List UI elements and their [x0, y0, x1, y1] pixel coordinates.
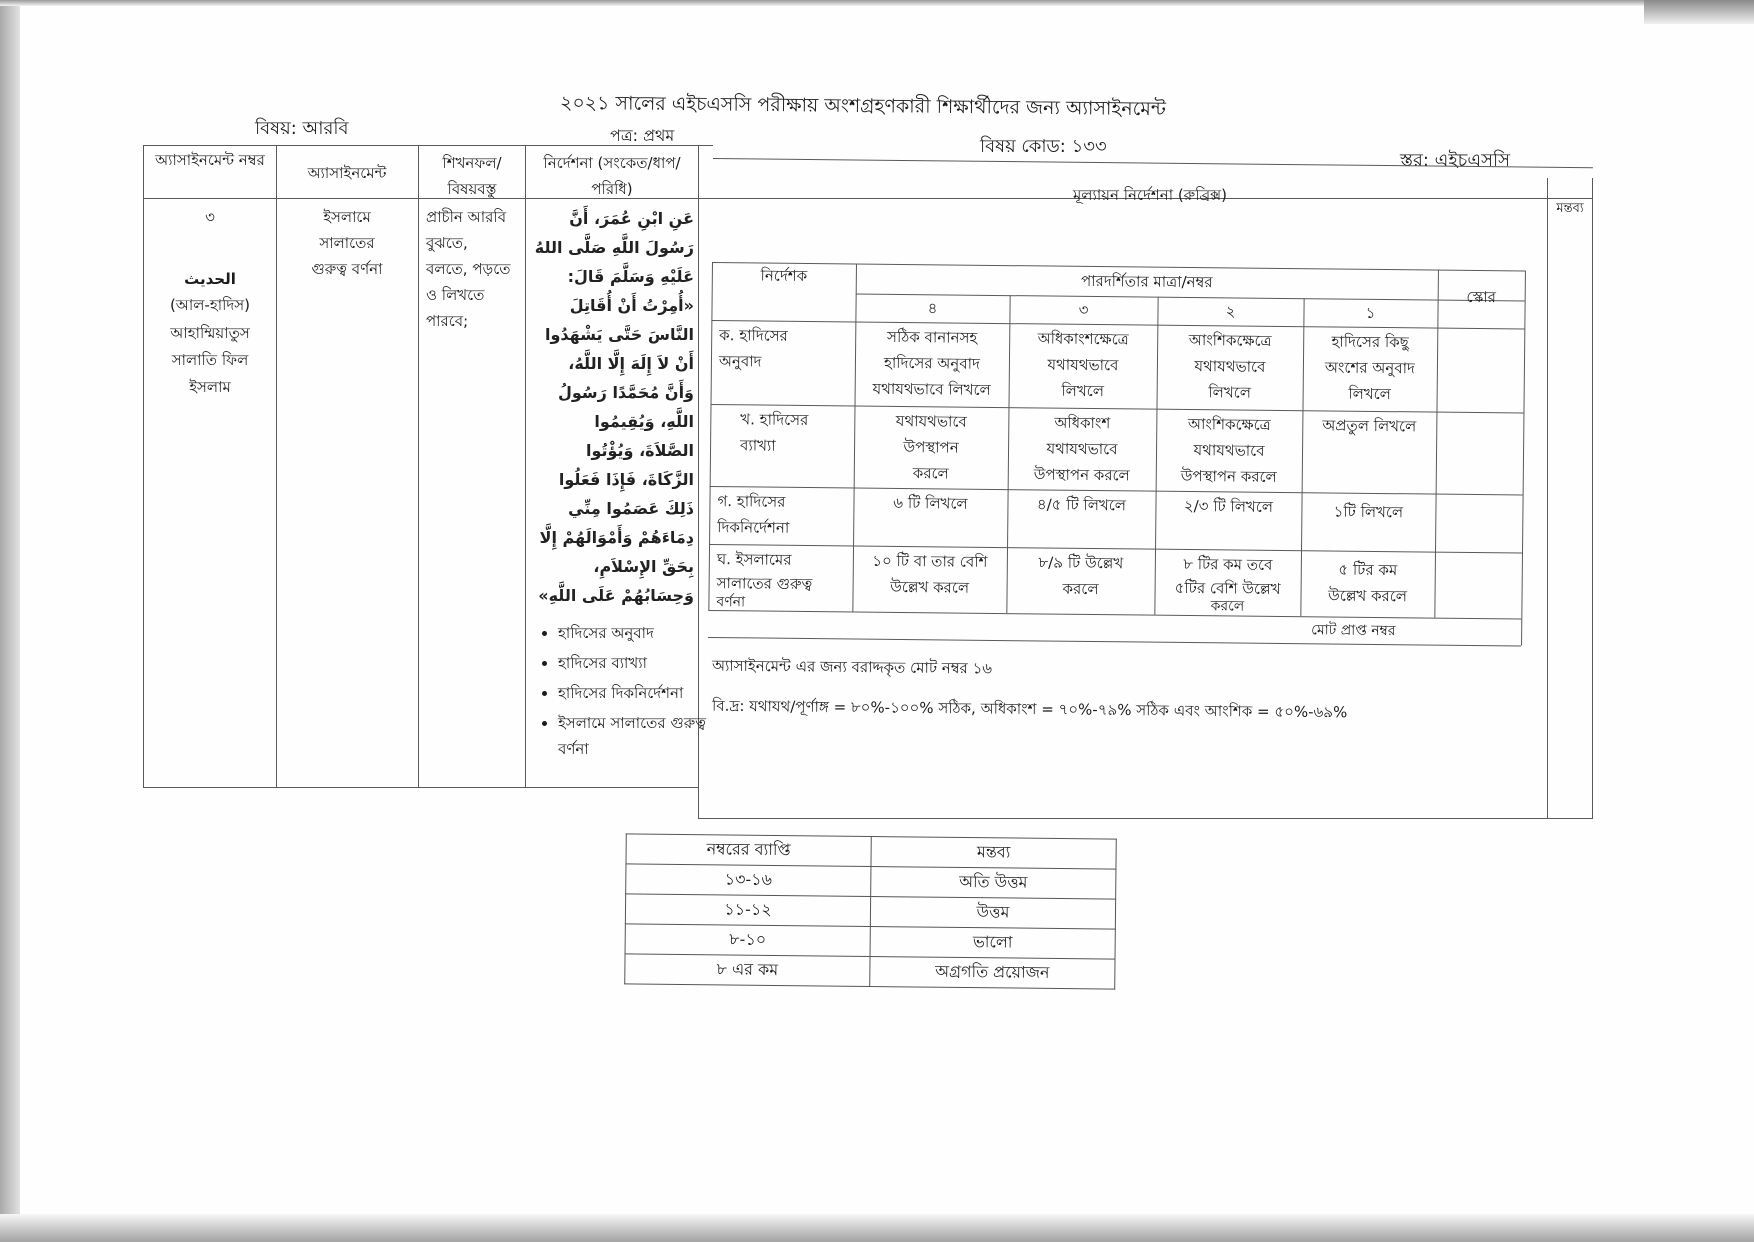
rubric-cell-line: হাদিসের অনুবাদ: [883, 353, 980, 373]
subject-code-label: বিষয় কোড: ১৩৩: [980, 136, 1107, 157]
col-header-learning-outcome: শিখনফল/ বিষয়বস্তু: [442, 154, 502, 198]
score-range-header: নম্বরের ব্যাপ্তি: [626, 834, 871, 867]
level-label: স্তর: এইচএসসি: [1400, 150, 1511, 171]
rubric-cell-line: ১০ টি বা তার বেশি: [872, 551, 988, 571]
outcome-line: বলতে, পড়তে: [426, 260, 511, 278]
topic-line: ইসলাম: [189, 378, 231, 396]
rubric-cell-line: করলে: [912, 464, 949, 483]
col-header-rubric: মূল্যায়ন নির্দেশনা (রুব্রিক্স): [1072, 186, 1228, 204]
hadith-line: الصَّلاَةَ، وَيُؤْتُوا: [585, 441, 694, 460]
rubric-cell-line: অংশের অনুবাদ: [1324, 358, 1415, 378]
level-3: ৩: [1078, 300, 1089, 319]
rubric-cell-line: আংশিকক্ষেত্রে: [1187, 414, 1271, 434]
grid-line: [143, 145, 713, 146]
rubric-cell-line: উপস্থাপন করলে: [1180, 466, 1277, 486]
remark-cell: অগ্রগতি প্রয়োজন: [870, 956, 1115, 989]
hadith-line: أَنْ لاَ إِلَهَ إِلَّا اللَّهُ،: [568, 354, 694, 373]
rubric-cell-line: অপ্রতুল লিখলে: [1322, 416, 1417, 436]
hadith-line: دِمَاءَهُمْ وَأَمْوَالَهُمْ إِلَّا: [539, 528, 694, 547]
col-header-remarks: মন্তব্য: [1556, 201, 1584, 216]
grid-line: [1592, 178, 1593, 818]
subject-label: বিষয়: আরবি: [255, 118, 349, 139]
scan-edge-left: [0, 0, 20, 1242]
rubric-cell-line: যথাযথভাবে: [895, 411, 967, 431]
rubric-cell-line: ৫টির বেশি উল্লেখ: [1174, 578, 1281, 598]
level-2: ২: [1225, 302, 1236, 321]
outcome-line: ও লিখতে: [426, 286, 485, 304]
indicator-line: ক. হাদিসের: [719, 326, 788, 345]
rubric-cell-line: ৮ টির কম তবে: [1183, 554, 1273, 574]
col-header-assignment: অ্যাসাইনমেন্ট: [307, 164, 387, 182]
hadith-line: «أُمِرْتُ أَنْ أُقَاتِلَ: [569, 296, 694, 315]
score-header: স্কোর: [1466, 287, 1497, 307]
level-1: ১: [1365, 303, 1376, 322]
rubric-cell-line: লিখলে: [1061, 381, 1105, 401]
level-header: পারদর্শিতার মাত্রা/নম্বর: [1080, 271, 1213, 292]
rubric-cell-line: উপস্থাপন: [903, 438, 959, 457]
grid-line: [1521, 271, 1526, 646]
score-range-cell: ১১-১২: [625, 894, 870, 927]
rubric-cell-line: অধিকাংশক্ষেত্রে: [1037, 329, 1129, 349]
outcome-line: প্রাচীন আরবি: [426, 208, 507, 226]
indicator-line: গ. হাদিসের: [717, 492, 786, 511]
rubric-cell-line: যথাযথভাবে: [1047, 355, 1119, 375]
col-header-assignment-no: অ্যাসাইনমেন্ট নম্বর: [155, 151, 265, 169]
hadith-line: رَسُولَ اللَّهِ صَلَّى اللهُ: [534, 238, 694, 257]
topic-arabic: الحديث: [184, 270, 236, 288]
assignment-line: ইসলামে: [323, 208, 371, 226]
rubric-cell-line: ৬ টি লিখলে: [893, 493, 968, 513]
total-score-label: মোট প্রাপ্ত নম্বর: [1311, 622, 1396, 640]
scan-edge-top-right: [1644, 0, 1754, 24]
allotted-marks-note: অ্যাসাইনমেন্ট এর জন্য বরাদ্দকৃত মোট নম্বর ১৬: [711, 656, 993, 678]
grid-line: [708, 610, 1521, 620]
rubric-cell-line: যথাযথভাবে: [1193, 441, 1265, 460]
remark-cell: উত্তম: [870, 897, 1115, 930]
rubric-cell-line: হাদিসের কিছু: [1331, 332, 1409, 352]
rubric-cell-line: অধিকাংশ: [1054, 413, 1111, 433]
rubric-cell-line: উপস্থাপন করলে: [1033, 465, 1130, 485]
rubric-cell-line: ২/৩ টি লিখলে: [1183, 496, 1274, 516]
rubric-cell-line: লিখলে: [1348, 384, 1392, 404]
nb-note: বি.দ্র: যথাযথ/পূর্ণাঙ্গ = ৮০%-১০০% সঠিক, অধিকাংশ = ৭০%-৭৯% সঠিক এবং আংশিক = ৫০%-৬৯%: [711, 696, 1348, 722]
grid-line: [698, 818, 1593, 819]
remark-cell: অতি উত্তম: [871, 867, 1116, 900]
hadith-line: النَّاسَ حَتَّى يَشْهَدُوا: [544, 325, 694, 344]
remark-cell: ভালো: [870, 926, 1115, 959]
rubric-cell-line: ৫ টির কম: [1338, 560, 1398, 580]
indicator-header: নির্দেশক: [760, 266, 808, 285]
grid-line: [418, 145, 419, 787]
rubric-cell-line: উল্লেখ করলে: [1327, 586, 1408, 606]
hadith-line: عَنِ ابْنِ عُمَرَ، أَنَّ: [569, 209, 694, 228]
indicator-line: খ. হাদিসের: [740, 410, 809, 430]
scan-edge-bottom: [0, 1214, 1754, 1242]
score-range-cell: ৮ এর কম: [625, 954, 870, 987]
rubric-cell-line: করলে: [1210, 598, 1245, 615]
outcome-line: পারবে;: [426, 312, 469, 330]
grid-line: [276, 145, 277, 787]
indicator-line: ব্যাখ্যা: [739, 436, 776, 455]
instruction-bullets: [540, 620, 708, 766]
paper-label: পত্র: প্রথম: [610, 126, 675, 145]
hadith-line: ذَلِكَ عَصَمُوا مِنِّي: [568, 499, 694, 518]
indicator-line: সালাতের গুরুত্ব: [716, 574, 813, 594]
rubric-grid: [708, 262, 1525, 645]
assignment-number: ৩: [205, 208, 215, 226]
indicator-line: দিকনির্দেশনা: [717, 518, 790, 537]
rubric-cell-line: যথাযথভাবে লিখলে: [872, 379, 991, 399]
rubric-cell-line: লিখলে: [1208, 383, 1252, 402]
document-title: ২০২১ সালের এইচএসসি পরীক্ষায় অংশগ্রহণকারী শিক্ষার্থীদের জন্য অ্যাসাইনমেন্ট: [559, 91, 1166, 121]
score-range-cell: ৮-১০: [625, 924, 870, 957]
rubric-cell-line: ৪/৫ টি লিখলে: [1036, 495, 1127, 515]
remark-header: মন্তব্য: [871, 837, 1116, 870]
rubric-cell-line: করলে: [1062, 579, 1099, 599]
topic-line: আহাম্মিয়াতুস: [170, 324, 250, 342]
outcome-line: বুঝতে,: [426, 234, 468, 252]
topic-line: (আল-হাদিস): [169, 296, 251, 314]
scan-edge-top: [0, 0, 1754, 6]
assignment-line: সালাতের: [319, 234, 375, 252]
level-4: ৪: [927, 299, 938, 318]
hadith-line: بِحَقِّ الإِسْلاَمِ،: [593, 557, 694, 576]
topic-line: সালাতি ফিল: [171, 351, 249, 369]
grid-line: [525, 145, 526, 787]
grid-line: [143, 198, 1593, 199]
indicator-line: বর্ণনা: [716, 594, 746, 611]
hadith-line: الزَّكَاةَ، فَإِذَا فَعَلُوا: [558, 470, 694, 489]
rubric-cell-line: উল্লেখ করলে: [890, 577, 970, 597]
indicator-line: ঘ. ইসলামের: [716, 550, 792, 569]
score-range-cell: ১৩-১৬: [626, 864, 871, 897]
assignment-line: গুরুত্ব বর্ণনা: [311, 260, 383, 278]
hadith-line: وَحِسَابُهُمْ عَلَى اللَّهِ»: [538, 586, 694, 605]
indicator-line: অনুবাদ: [718, 352, 762, 371]
table-row: [625, 954, 1115, 989]
bullet-item: • হাদিসের দিকনির্দেশনা: [558, 680, 708, 706]
grid-line: [1547, 178, 1548, 818]
hadith-line: عَلَيْهِ وَسَلَّمَ قَالَ:: [567, 267, 694, 286]
grid-line: [143, 787, 698, 788]
hadith-line: وَأَنَّ مُحَمَّدًا رَسُولُ: [558, 383, 694, 402]
grid-line: [708, 262, 713, 610]
rubric-cell-line: আংশিকক্ষেত্রে: [1188, 330, 1272, 350]
score-range-table: [624, 833, 1117, 989]
hadith-line: اللَّهِ، وَيُقِيمُوا: [594, 412, 694, 431]
bullet-item: • হাদিসের অনুবাদ: [558, 620, 708, 646]
rubric-cell-line: ১টি লিখলে: [1333, 502, 1404, 522]
grid-line: [143, 145, 144, 787]
grid-line: [708, 637, 1521, 647]
rubric-cell-line: যথাযথভাবে: [1046, 439, 1118, 459]
rubric-cell-line: ৮/৯ টি উল্লেখ: [1038, 553, 1124, 573]
bullet-item: • হাদিসের ব্যাখ্যা: [558, 650, 708, 676]
col-header-instructions: নির্দেশনা (সংকেত/ধাপ/পরিধি): [543, 154, 681, 198]
rubric-cell-line: সঠিক বানানসহ: [887, 327, 978, 347]
bullet-item: • ইসলামে সালাতের গুরুত্ব বর্ণনা: [558, 710, 708, 762]
rubric-cell-line: যথাযথভাবে: [1194, 357, 1266, 376]
